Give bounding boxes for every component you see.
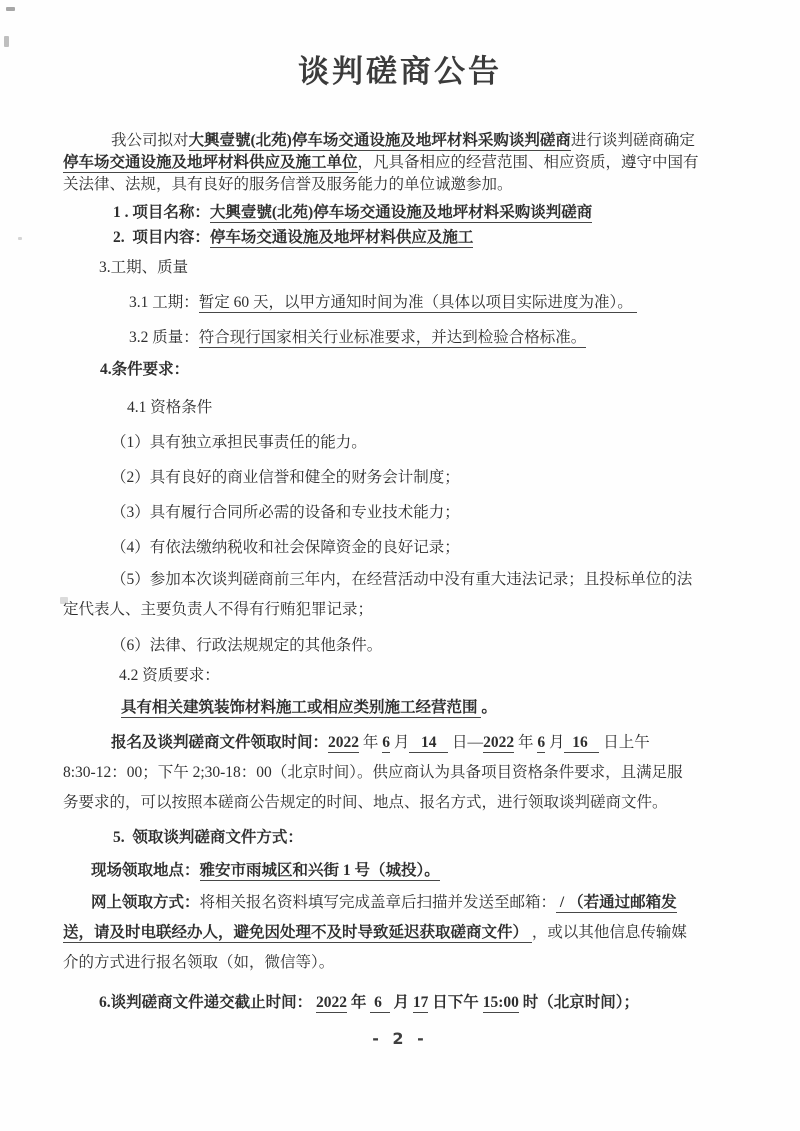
scan-artifact	[6, 7, 15, 11]
text-segment: 16	[564, 734, 600, 751]
text-segment: 具有相关建筑装饰材料施工或相应类别施工经营范围	[121, 699, 482, 716]
text-segment: （4）有依法缴纳税收和社会保障资金的良好记录；	[111, 539, 460, 556]
text-segment: 网上领取方式：	[91, 894, 200, 911]
text-line	[63, 152, 737, 174]
text-line	[63, 992, 737, 1014]
text-line	[63, 397, 737, 419]
text-segment: 雅安市雨城区和兴街 1 号（城投）。	[199, 862, 440, 879]
text-line	[63, 502, 737, 524]
text-line	[63, 732, 737, 754]
text-segment: 6.谈判磋商文件递交截止时间：	[99, 994, 313, 1011]
text-segment: 4.条件要求：	[100, 361, 190, 378]
text-segment: 6	[382, 734, 391, 751]
text-segment: 3.工期、质量	[99, 259, 189, 276]
text-segment: 大興壹號(北苑)停车场交通设施及地坪材料采购谈判磋商	[209, 204, 593, 221]
text-segment: 日上午	[599, 734, 650, 751]
text-segment: （3）具有履行合同所必需的设备和专业技术能力；	[111, 504, 460, 521]
text-segment: 年	[347, 994, 371, 1011]
text-segment: 符合现行国家相关行业标准要求，并达到检验合格标准。	[198, 329, 587, 346]
text-line	[63, 359, 737, 381]
text-segment: 我公司拟对	[111, 132, 189, 149]
text-segment: 现场领取地点：	[91, 862, 200, 879]
text-segment: （1）具有独立承担民事责任的能力。	[111, 434, 367, 451]
text-line	[63, 860, 737, 882]
text-segment: 大興壹號(北苑)停车场交通设施及地坪材料采购谈判磋商	[188, 132, 571, 149]
scan-artifact	[4, 36, 9, 47]
text-segment: 8:30-12：00；下午 2;30-18：00（北京时间）。供应商认为具备项目资格条件要求，且满足服	[63, 764, 683, 781]
text-segment: 年	[514, 734, 538, 751]
text-line	[63, 432, 737, 454]
text-segment: （2）具有良好的商业信誉和健全的财务会计制度；	[111, 469, 460, 486]
text-line	[63, 635, 737, 657]
text-segment: 暂定 60 天，以甲方通知时间为准（具体以项目实际进度为准）。	[198, 294, 637, 311]
text-segment: 时（北京时间）；	[518, 994, 639, 1011]
text-line	[63, 569, 737, 591]
text-segment: 2. 项目内容：	[113, 229, 210, 246]
text-line	[63, 599, 737, 621]
text-segment: 送，请及时电联经办人，避免因处理不及时导致延迟获取磋商文件）	[63, 924, 532, 941]
text-segment: 月	[545, 734, 565, 751]
text-segment: 年	[359, 734, 383, 751]
text-line	[63, 537, 737, 559]
text-segment: 进行谈判磋商确定	[570, 132, 695, 149]
text-segment: 14	[409, 734, 449, 751]
scan-artifact	[18, 237, 22, 240]
text-segment: 2022	[316, 994, 348, 1011]
text-segment: 3.2 质量：	[129, 329, 199, 346]
text-segment: 17	[412, 994, 429, 1011]
text-segment: ，或以其他信息传输媒	[531, 924, 687, 941]
text-segment: 日—	[448, 734, 484, 751]
text-segment: 月	[389, 994, 413, 1011]
scan-artifact	[60, 597, 68, 604]
text-line	[63, 467, 737, 489]
text-segment: 6	[370, 994, 390, 1011]
text-segment: 关法律、法规，具有良好的服务信誉及服务能力的单位诚邀参加。	[63, 176, 513, 193]
text-line	[63, 292, 737, 314]
text-line	[63, 697, 737, 719]
text-line	[63, 327, 737, 349]
text-segment: 2022	[483, 734, 515, 751]
text-segment: 报名及谈判磋商文件领取时间：	[111, 734, 329, 751]
text-line	[63, 130, 737, 152]
text-segment: 将相关报名资料填写完成盖章后扫描并发送至邮箱：	[199, 894, 557, 911]
text-segment: （5）参加本次谈判磋商前三年内，在经营活动中没有重大违法记录；且投标单位的法	[111, 571, 693, 588]
text-segment: 停车场交通设施及地坪材料供应及施工	[209, 229, 474, 246]
text-line	[63, 202, 737, 224]
text-segment: 3.1 工期：	[129, 294, 199, 311]
text-line	[63, 257, 737, 279]
text-segment: / （若通过邮箱发	[556, 894, 677, 911]
text-segment: 定代表人、主要负责人不得有行贿犯罪记录；	[63, 601, 374, 618]
text-segment: 介的方式进行报名领取（如，微信等）。	[63, 954, 335, 971]
text-segment: 停车场交通设施及地坪材料供应及施工单位	[63, 154, 358, 171]
text-segment: 日下午	[428, 994, 483, 1011]
text-segment: 5. 领取谈判磋商文件方式：	[113, 829, 303, 846]
text-line	[63, 762, 737, 784]
text-segment: 4.2 资质要求：	[119, 667, 220, 684]
text-segment: ，凡具备相应的经营范围、相应资质，遵守中国有	[357, 154, 699, 171]
text-line	[63, 665, 737, 687]
text-segment: 4.1 资格条件	[127, 399, 213, 416]
text-segment: （6）法律、行政法规规定的其他条件。	[111, 637, 383, 654]
text-segment: 15:00	[482, 994, 519, 1011]
document-title: 谈判磋商公告	[298, 54, 502, 89]
text-line	[63, 792, 737, 814]
text-line	[63, 892, 737, 914]
text-line	[63, 227, 737, 249]
text-segment: 月	[390, 734, 410, 751]
page-number: - 2 -	[372, 1029, 428, 1048]
text-segment: 2022	[328, 734, 360, 751]
text-line	[63, 922, 737, 944]
text-line	[63, 952, 737, 974]
text-segment: 1 . 项目名称：	[113, 204, 210, 221]
text-segment: 6	[537, 734, 546, 751]
text-segment: 务要求的，可以按照本磋商公告规定的时间、地点、报名方式，进行领取谈判磋商文件。	[63, 794, 668, 811]
text-line	[63, 174, 737, 196]
text-line	[63, 827, 737, 849]
document-lines	[63, 130, 737, 1014]
text-segment: 。	[481, 699, 497, 716]
